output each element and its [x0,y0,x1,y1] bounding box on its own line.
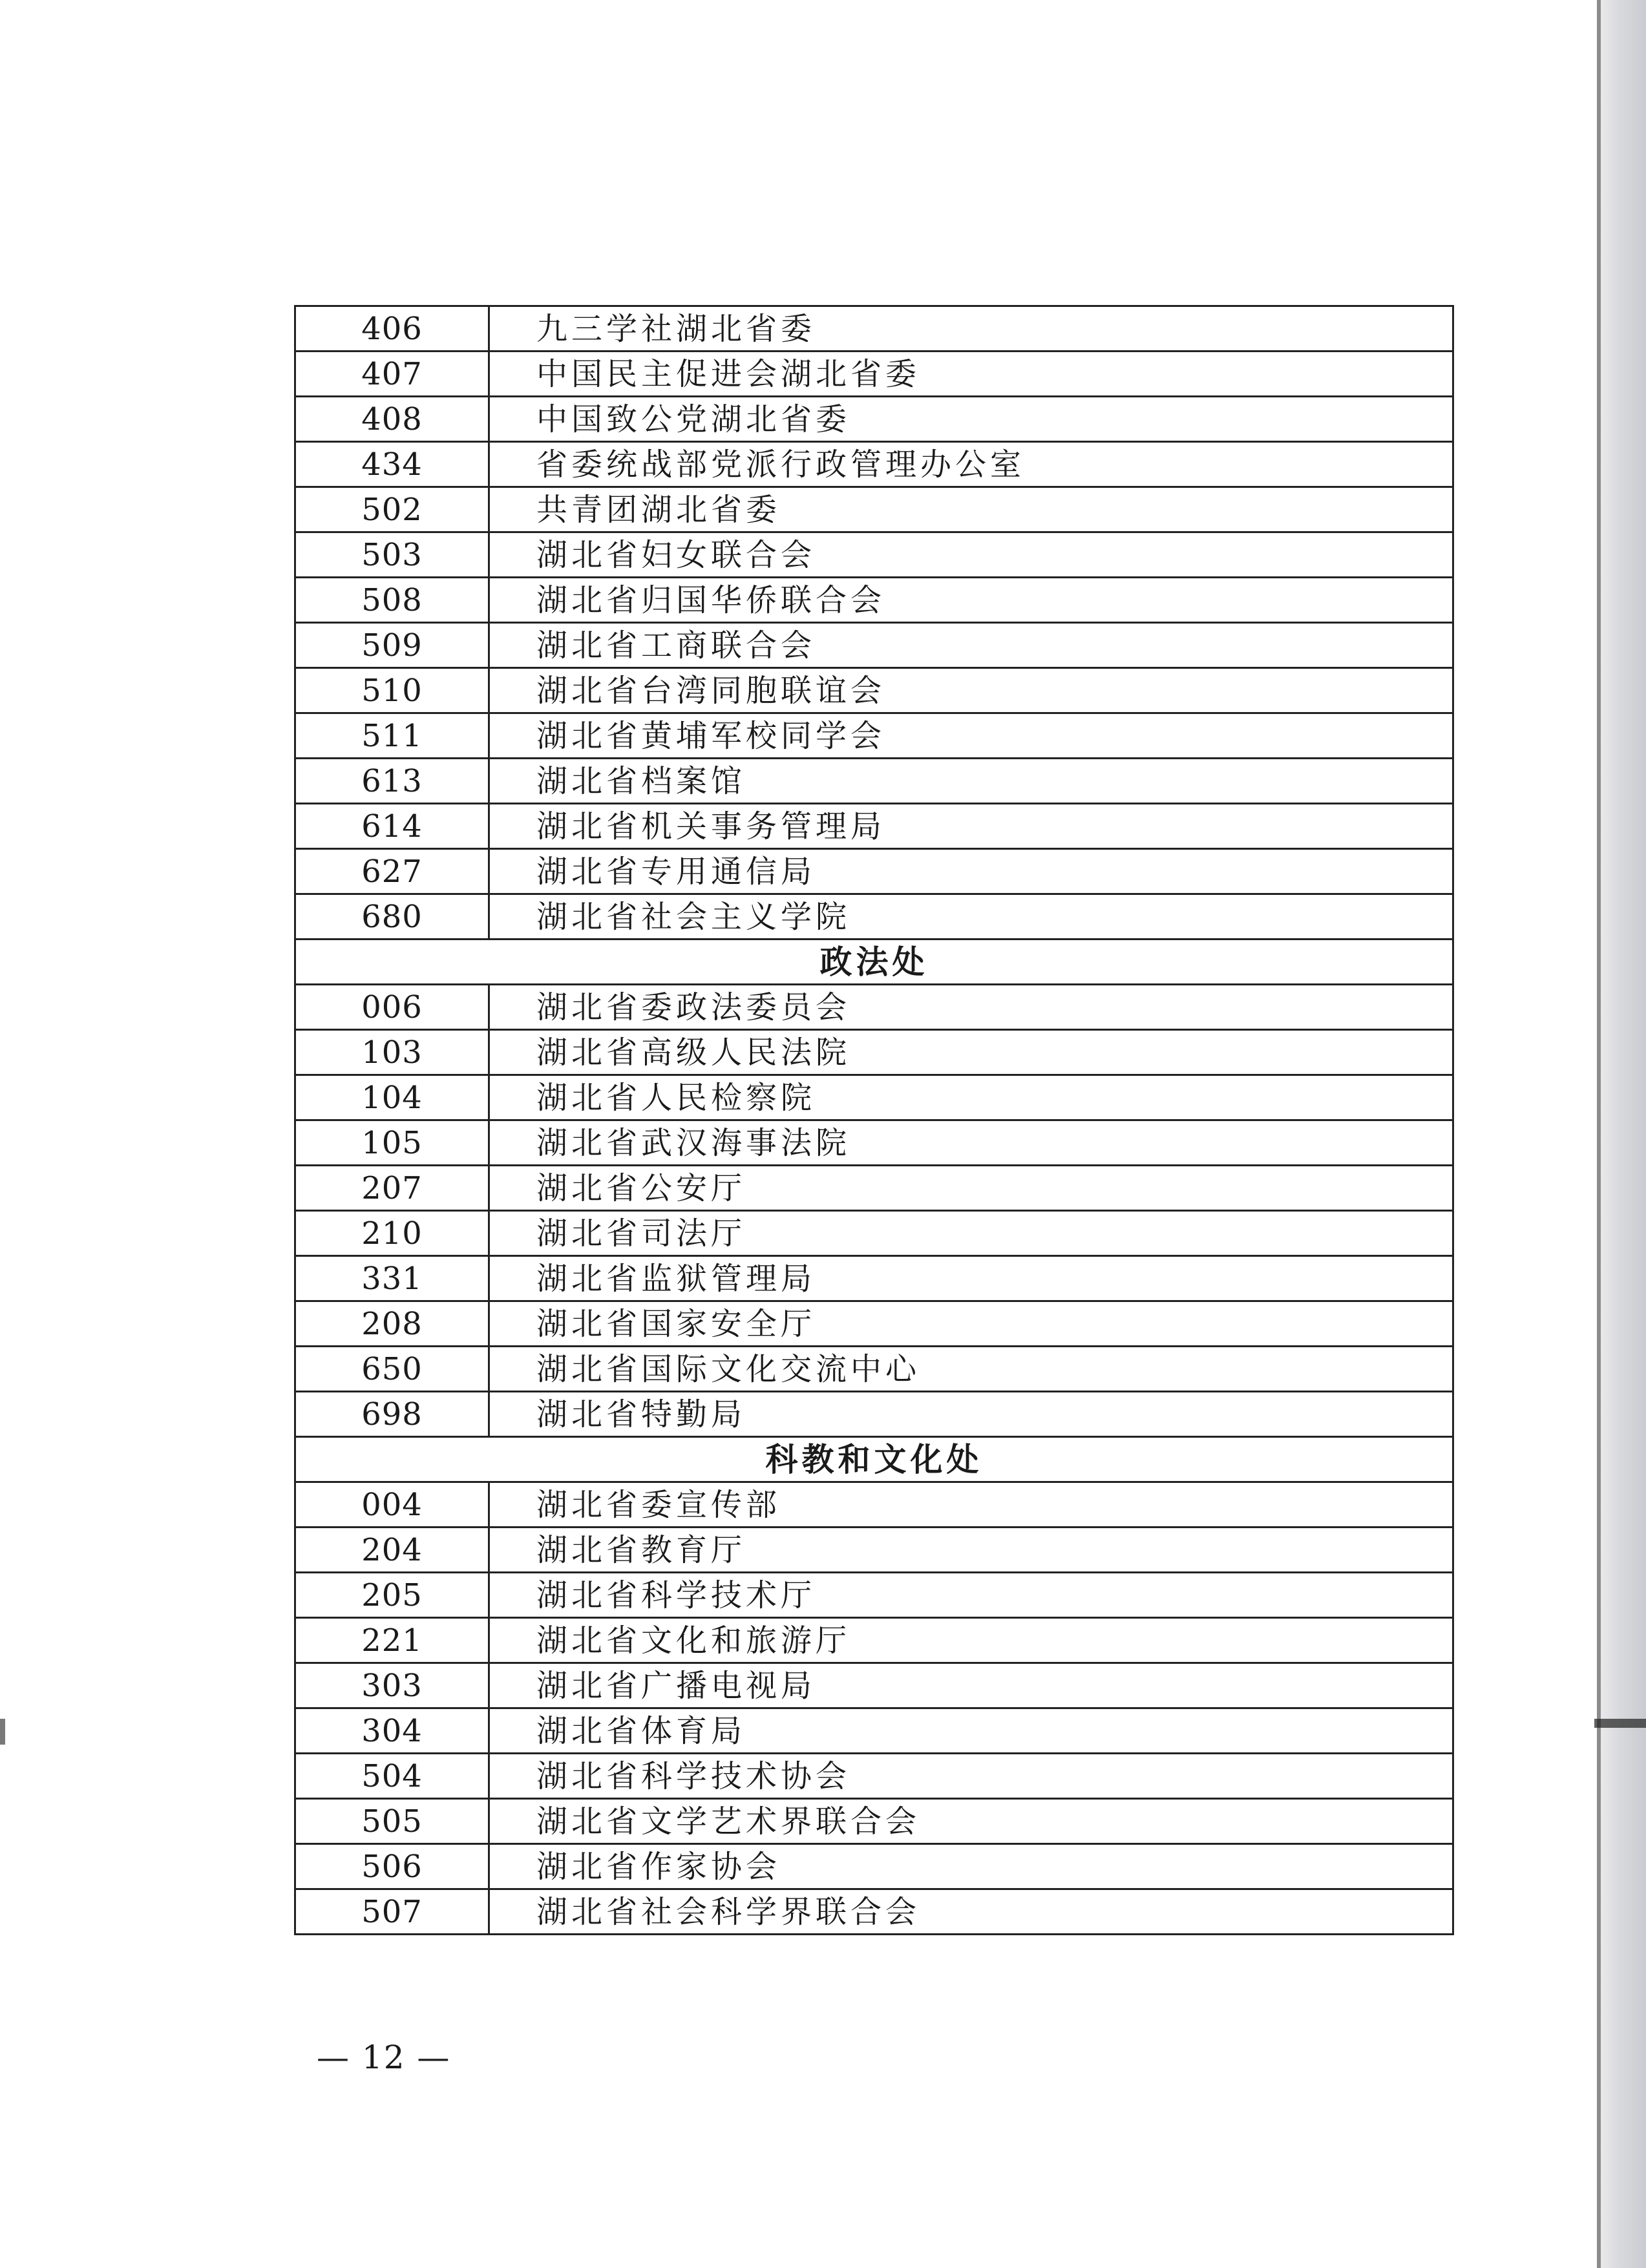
unit-name-cell: 湖北省档案馆 [489,759,1453,804]
unit-name-cell: 湖北省公安厅 [489,1166,1453,1211]
page-number: — 12 — [317,2039,451,2076]
unit-code-cell: 304 [295,1708,489,1754]
unit-name-cell: 湖北省文学艺术界联合会 [489,1799,1453,1844]
unit-name-cell: 湖北省委政法委员会 [489,985,1453,1030]
unit-name-cell: 湖北省科学技术协会 [489,1754,1453,1799]
unit-code-cell: 509 [295,623,489,668]
unit-code-cell: 508 [295,578,489,623]
unit-code-cell: 408 [295,397,489,442]
scan-edge-mark-left [0,1719,5,1745]
unit-name-cell: 湖北省工商联合会 [489,623,1453,668]
scan-edge-line [1597,0,1601,2268]
table-row [295,1708,1453,1754]
table-row [295,1347,1453,1392]
unit-code-cell: 105 [295,1120,489,1166]
unit-name-cell: 湖北省台湾同胞联谊会 [489,668,1453,713]
table-row [295,713,1453,759]
unit-code-cell: 407 [295,352,489,397]
unit-name-cell: 湖北省特勤局 [489,1392,1453,1437]
table-row [295,1844,1453,1889]
unit-name-cell: 湖北省国家安全厅 [489,1301,1453,1347]
table-row [295,487,1453,532]
table-row [295,1528,1453,1573]
unit-code-cell: 406 [295,306,489,352]
table-row [295,894,1453,940]
unit-code-cell: 504 [295,1754,489,1799]
unit-code-cell: 006 [295,985,489,1030]
scan-edge-shadow [1601,0,1646,2268]
unit-name-cell: 湖北省文化和旅游厅 [489,1618,1453,1663]
unit-name-cell: 湖北省委宣传部 [489,1482,1453,1528]
unit-name-cell: 湖北省社会主义学院 [489,894,1453,940]
section-title: 科教和文化处 [295,1437,1453,1482]
table-row [295,849,1453,894]
section-header-row [295,940,1453,985]
unit-code-cell: 507 [295,1889,489,1935]
table-row [295,1120,1453,1166]
unit-code-cell: 207 [295,1166,489,1211]
table-row [295,1618,1453,1663]
section-header-row [295,1437,1453,1482]
table-row [295,1392,1453,1437]
table-row [295,578,1453,623]
table-row [295,442,1453,487]
table-row [295,623,1453,668]
table-row [295,1799,1453,1844]
table-row [295,1754,1453,1799]
scan-edge-mark [1594,1719,1646,1728]
unit-name-cell: 湖北省科学技术厅 [489,1573,1453,1618]
unit-name-cell: 湖北省作家协会 [489,1844,1453,1889]
unit-name-cell: 湖北省人民检察院 [489,1075,1453,1120]
unit-name-cell: 省委统战部党派行政管理办公室 [489,442,1453,487]
unit-name-cell: 湖北省司法厅 [489,1211,1453,1256]
table-row [295,1889,1453,1935]
table-row [295,668,1453,713]
table-row [295,759,1453,804]
unit-code-cell: 208 [295,1301,489,1347]
unit-name-cell: 湖北省黄埔军校同学会 [489,713,1453,759]
table-row [295,1075,1453,1120]
unit-name-cell: 湖北省机关事务管理局 [489,804,1453,849]
unit-code-table-body [295,306,1453,1935]
unit-name-cell: 湖北省归国华侨联合会 [489,578,1453,623]
unit-code-cell: 331 [295,1256,489,1301]
table-row [295,1166,1453,1211]
unit-code-cell: 221 [295,1618,489,1663]
unit-name-cell: 湖北省广播电视局 [489,1663,1453,1708]
unit-code-cell: 698 [295,1392,489,1437]
table-row [295,1573,1453,1618]
unit-name-cell: 中国致公党湖北省委 [489,397,1453,442]
unit-code-cell: 004 [295,1482,489,1528]
unit-name-cell: 湖北省教育厅 [489,1528,1453,1573]
unit-name-cell: 湖北省专用通信局 [489,849,1453,894]
table-row [295,804,1453,849]
unit-code-cell: 210 [295,1211,489,1256]
unit-name-cell: 湖北省武汉海事法院 [489,1120,1453,1166]
unit-name-cell: 湖北省社会科学界联合会 [489,1889,1453,1935]
table-row [295,985,1453,1030]
unit-code-cell: 104 [295,1075,489,1120]
unit-code-cell: 627 [295,849,489,894]
unit-code-cell: 613 [295,759,489,804]
table-row [295,1256,1453,1301]
table-row [295,532,1453,578]
table-row [295,352,1453,397]
unit-code-cell: 650 [295,1347,489,1392]
unit-name-cell: 湖北省妇女联合会 [489,532,1453,578]
unit-code-cell: 614 [295,804,489,849]
unit-code-table [294,305,1454,1935]
unit-code-cell: 511 [295,713,489,759]
table-row [295,1211,1453,1256]
unit-code-cell: 434 [295,442,489,487]
unit-name-cell: 湖北省监狱管理局 [489,1256,1453,1301]
unit-name-cell: 共青团湖北省委 [489,487,1453,532]
table-row [295,1301,1453,1347]
unit-code-cell: 502 [295,487,489,532]
unit-code-cell: 205 [295,1573,489,1618]
unit-code-cell: 505 [295,1799,489,1844]
table-row [295,397,1453,442]
unit-code-cell: 204 [295,1528,489,1573]
table-row [295,1482,1453,1528]
section-title: 政法处 [295,940,1453,985]
unit-code-cell: 103 [295,1030,489,1075]
table-row [295,306,1453,352]
table-row [295,1030,1453,1075]
unit-code-cell: 303 [295,1663,489,1708]
unit-name-cell: 九三学社湖北省委 [489,306,1453,352]
unit-code-cell: 510 [295,668,489,713]
unit-code-cell: 506 [295,1844,489,1889]
unit-name-cell: 湖北省体育局 [489,1708,1453,1754]
unit-code-cell: 503 [295,532,489,578]
unit-name-cell: 湖北省国际文化交流中心 [489,1347,1453,1392]
unit-code-cell: 680 [295,894,489,940]
unit-name-cell: 中国民主促进会湖北省委 [489,352,1453,397]
unit-name-cell: 湖北省高级人民法院 [489,1030,1453,1075]
table-row [295,1663,1453,1708]
